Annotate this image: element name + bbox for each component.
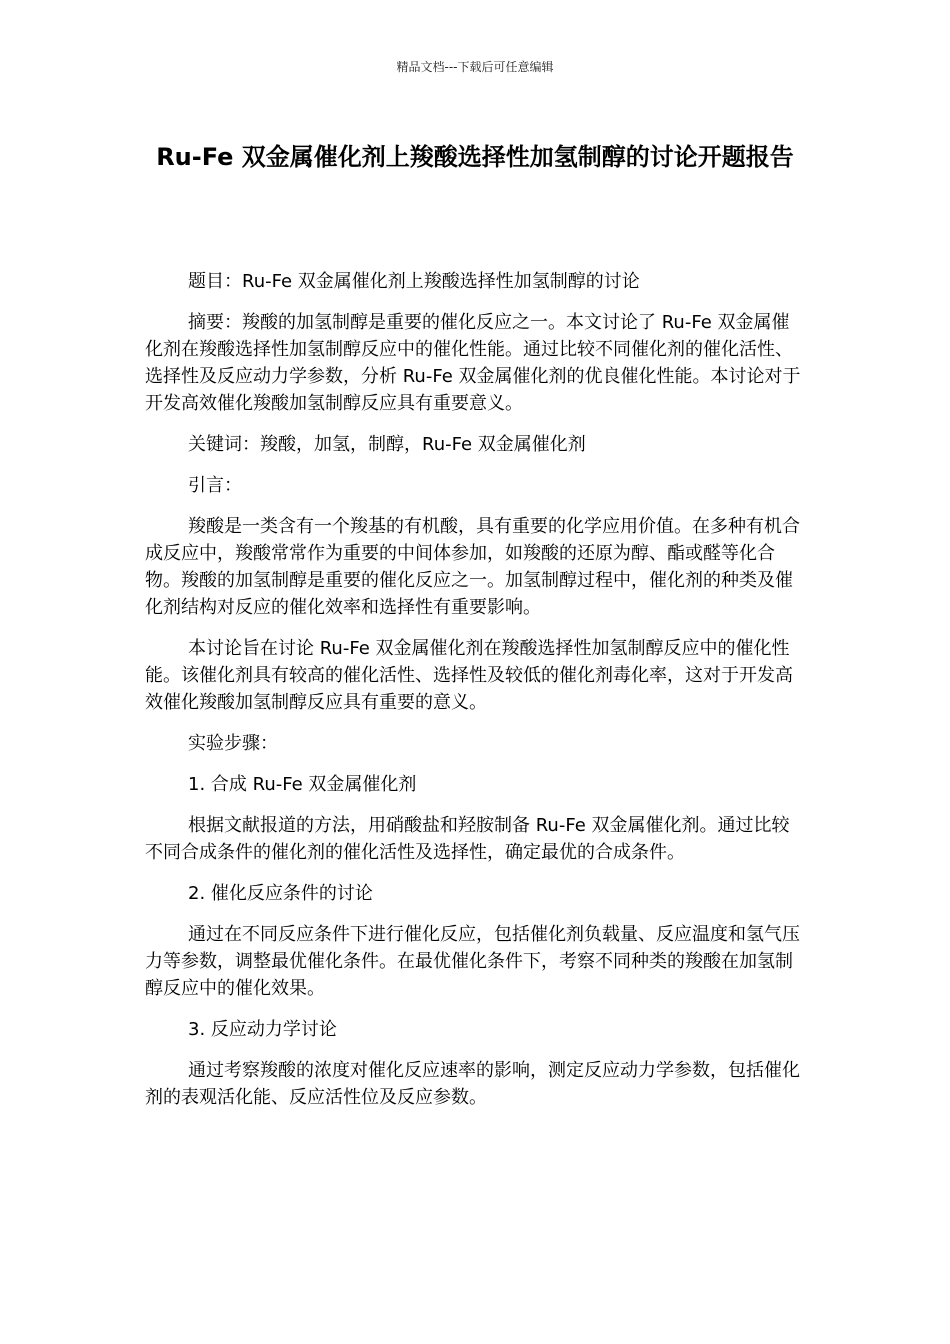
step-1-heading: 1. 合成 Ru-Fe 双金属催化剂 — [188, 774, 417, 795]
document-body — [145, 268, 805, 1125]
document-title: Ru-Fe 双金属催化剂上羧酸选择性加氢制醇的讨论开题报告 — [156, 143, 794, 171]
abstract-paragraph: 摘要：羧酸的加氢制醇是重要的催化反应之一。本文讨论了 Ru-Fe 双金属催化剂在羧酸选择性加氢制醇反应中的催化性能。通过比较不同催化剂的催化活性、选择性及反应动力学参数，分析 Ru-Fe 双金属催化剂的优良催化性能。本讨论对于开发高效催化羧酸加氢制醇反应具有重要意义。 — [145, 312, 801, 414]
keywords-paragraph: 关键词：羧酸，加氢，制醇，Ru-Fe 双金属催化剂 — [188, 434, 586, 455]
introduction-heading: 引言： — [188, 475, 242, 496]
step-2-heading: 2. 催化反应条件的讨论 — [188, 883, 373, 904]
step-1-paragraph: 根据文献报道的方法，用硝酸盐和羟胺制备 Ru-Fe 双金属催化剂。通过比较不同合成条件的催化剂的催化活性及选择性，确定最优的合成条件。 — [145, 815, 790, 863]
introduction-paragraph-1: 羧酸是一类含有一个羧基的有机酸，具有重要的化学应用价值。在多种有机合成反应中，羧酸常常作为重要的中间体参加，如羧酸的还原为醇、酯或醛等化合物。羧酸的加氢制醇是重要的催化反应之一。加氢制醇过程中，催化剂的种类及催化剂结构对反应的催化效率和选择性有重要影响。 — [145, 516, 800, 618]
experiment-heading: 实验步骤： — [188, 733, 278, 754]
introduction-paragraph-2: 本讨论旨在讨论 Ru-Fe 双金属催化剂在羧酸选择性加氢制醇反应中的催化性能。该催化剂具有较高的催化活性、选择性及较低的催化剂毒化率，这对于开发高效催化羧酸加氢制醇反应具有重要的意义。 — [145, 638, 793, 713]
topic-paragraph: 题目：Ru-Fe 双金属催化剂上羧酸选择性加氢制醇的讨论 — [188, 271, 640, 292]
page-header: 精品文档---下载后可任意编辑 — [396, 60, 554, 74]
step-3-heading: 3. 反应动力学讨论 — [188, 1019, 337, 1040]
step-3-paragraph: 通过考察羧酸的浓度对催化反应速率的影响，测定反应动力学参数，包括催化剂的表观活化能、反应活性位及反应参数。 — [145, 1060, 800, 1108]
step-2-paragraph: 通过在不同反应条件下进行催化反应，包括催化剂负载量、反应温度和氢气压力等参数，调整最优催化条件。在最优催化条件下，考察不同种类的羧酸在加氢制醇反应中的催化效果。 — [145, 924, 800, 999]
